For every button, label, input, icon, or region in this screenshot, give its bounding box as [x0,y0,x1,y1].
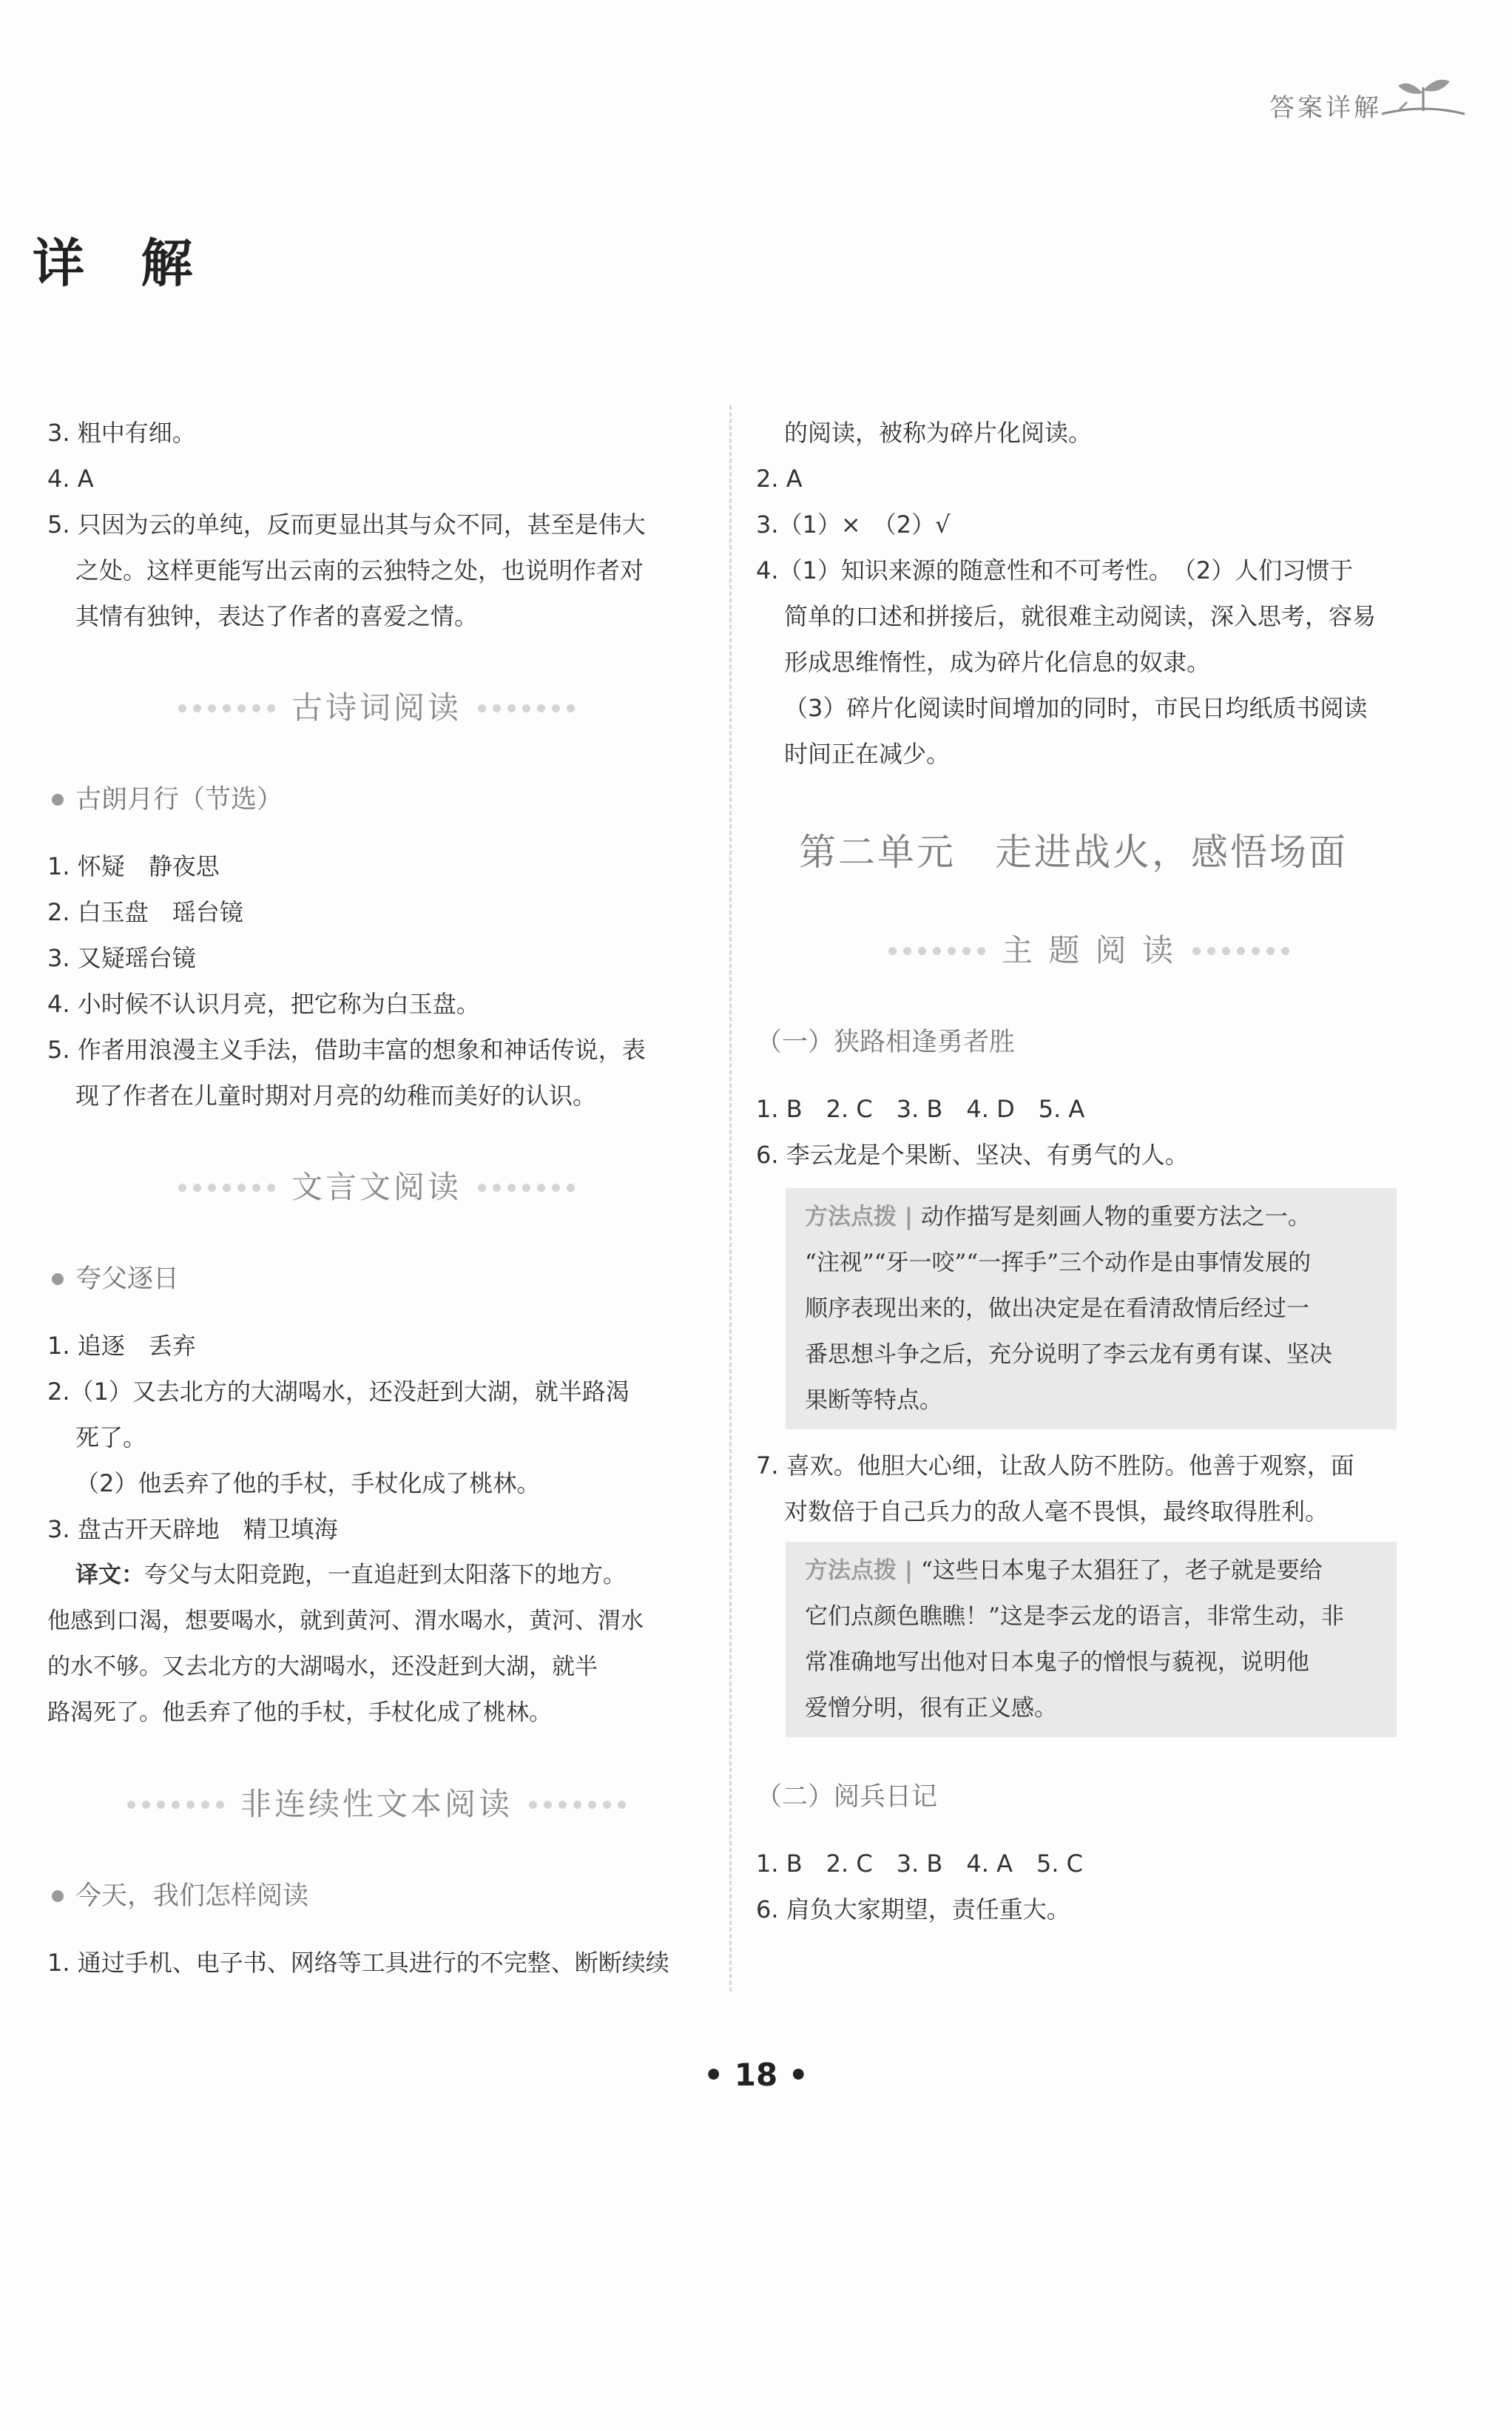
answer-item-cont: （2）他丢弃了他的手杖，手杖化成了桃林。 [75,1469,541,1497]
column-divider [729,405,732,1992]
answer-item-cont: 简单的口述和拼接后，就很难主动阅读，深入思考，容易 [784,602,1377,630]
answer-item-cont: 形成思维惰性，成为碎片化信息的奴隶。 [784,648,1211,676]
subsection-title: （一）狭路相逢勇者胜 [756,1028,1016,1057]
tip-line: 爱憎分明，很有正义感。 [805,1695,1057,1722]
method-tip-box [786,1542,1397,1737]
answer-item-cont: 时间正在减少。 [784,740,951,768]
translation-line: 的水不够。又去北方的大湖喝水，还没赶到大湖，就半 [47,1653,598,1680]
answer-item-cont: 的阅读，被称为碎片化阅读。 [784,419,1093,447]
section-title: 文言文阅读 [291,1169,462,1205]
answer-item-cont: 其情有独钟，表达了作者的喜爱之情。 [75,602,479,630]
answer-item-cont: （3）碎片化阅读时间增加的同时，市民日均纸质书阅读 [784,694,1368,722]
answer-item: 2. A [756,465,803,493]
answer-item: 1. 怀疑 静夜思 [47,852,220,880]
subsection-title: （二）阅兵日记 [756,1782,938,1812]
tip-label: 方法点拨 [805,1204,897,1230]
answer-item: 2. 白玉盘 瑶台镜 [47,898,243,926]
answer-item-cont: 之处。这样更能写出云南的云独特之处，也说明作者对 [75,556,644,584]
section-heading [756,928,1422,974]
answer-item: 3. 又疑瑶台镜 [47,944,196,972]
left-column [47,410,706,1986]
sprout-icon [1379,74,1468,121]
answer-item-cont: 对数倍于自己兵力的敌人毫不畏惧，最终取得胜利。 [784,1497,1329,1525]
answer-item: 2.（1）又去北方的大湖喝水，还没赶到大湖，就半路渴 [47,1378,630,1406]
tip-line: 方法点拨 | “这些日本鬼子太猖狂了，老子就是要给 [805,1557,1323,1584]
tip-line: 它们点颜色瞧瞧！”这是李云龙的语言，非常生动，非 [805,1603,1344,1630]
bullet-icon [52,1890,64,1902]
section-heading [47,685,706,731]
page-title: 详 解 [33,232,212,294]
method-tip-box [786,1188,1397,1429]
answer-item: 3. 盘古开天辟地 精卫填海 [47,1515,338,1543]
answer-item: 4. 小时候不认识月亮，把它称为白玉盘。 [47,990,480,1018]
section-title: 古诗词阅读 [291,689,462,726]
header-label: 答案详解 [1269,93,1382,123]
answer-item: 7. 喜欢。他胆大心细，让敌人防不胜防。他善于观察，面 [756,1451,1354,1480]
answer-item: 6. 李云龙是个果断、坚决、有勇气的人。 [756,1141,1189,1169]
translation-line: 路渴死了。他丢弃了他的手杖，手杖化成了桃林。 [47,1699,552,1726]
answer-item: 4.（1）知识来源的随意性和不可考性。 （2）人们习惯于 [756,556,1354,584]
answer-item-cont: 死了。 [75,1423,147,1451]
answer-item: 1. 通过手机、电子书、网络等工具进行的不完整、断断续续 [47,1949,669,1977]
subsection-title: 今天，我们怎样阅读 [47,1873,706,1919]
subsection-title: 古朗月行（节选） [47,777,706,823]
answer-item: 6. 肩负大家期望，责任重大。 [756,1895,1070,1923]
section-title: 非连续性文本阅读 [240,1786,513,1822]
answer-item: 1. B 2. C 3. B 4. A 5. C [756,1850,1084,1878]
translation-line: 他感到口渴，想要喝水，就到黄河、渭水喝水，黄河、渭水 [47,1608,644,1634]
answer-item: 3. 粗中有细。 [47,419,196,447]
page-number: • 18 • [703,2057,809,2093]
bullet-icon [52,794,64,806]
section-heading [47,1781,706,1827]
answer-item: 4. A [47,465,94,493]
tip-line: 方法点拨 | 动作描写是刻画人物的重要方法之一。 [805,1204,1311,1230]
tip-line: 常准确地写出他对日本鬼子的憎恨与藐视，说明他 [805,1649,1309,1676]
subsection-title: 夸父逐日 [47,1256,706,1302]
translation-line: 译文：夸父与太阳竞跑，一直追赶到太阳落下的地方。 [75,1562,626,1588]
answer-item-cont: 现了作者在儿童时期对月亮的幼稚而美好的认识。 [75,1082,597,1110]
answer-item: 3.（1）× （2）√ [756,510,951,539]
right-column [756,410,1422,1932]
section-title: 主 题 阅 读 [1001,932,1177,968]
tip-line: 番思想斗争之后，充分说明了李云龙有勇有谋、坚决 [805,1341,1332,1368]
tip-line: 顺序表现出来的，做出决定是在看清敌情后经过一 [805,1295,1309,1322]
answer-item: 1. B 2. C 3. B 4. D 5. A [756,1095,1085,1123]
unit-title: 第二单元 走进战火，感悟场面 [799,831,1348,874]
section-heading [47,1164,706,1210]
answer-item: 1. 追逐 丢弃 [47,1332,196,1360]
bullet-icon [52,1273,64,1285]
tip-line: “注视”“牙一咬”“一挥手”三个动作是由事情发展的 [805,1250,1312,1276]
tip-line: 果断等特点。 [805,1387,942,1414]
answer-item: 5. 只因为云的单纯，反而更显出其与众不同，甚至是伟大 [47,510,646,539]
answer-item: 5. 作者用浪漫主义手法，借助丰富的想象和神话传说，表 [47,1036,646,1064]
